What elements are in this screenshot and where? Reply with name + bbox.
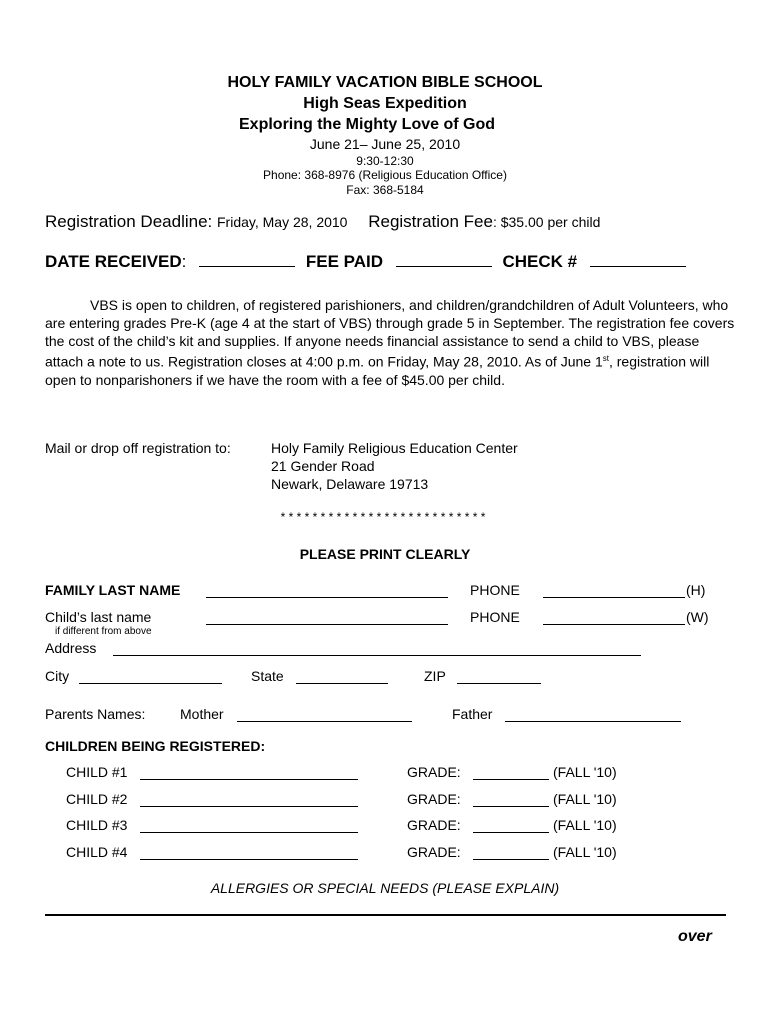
address-label: Address — [45, 640, 97, 656]
intro-text-2: , registration will open to nonparishoners if we have the room with a fee of $45.00 per child. — [45, 353, 710, 388]
check-number-field[interactable] — [590, 252, 686, 267]
date-received-field[interactable] — [199, 252, 295, 267]
child-1-grade-label: GRADE: — [407, 764, 461, 780]
program-dates: June 21– June 25, 2010 — [309, 136, 461, 152]
over-indicator: over — [678, 928, 712, 945]
child-3-name-field[interactable] — [140, 818, 358, 833]
mother-label: Mother — [180, 706, 224, 722]
date-received-label: DATE RECEIVED — [45, 252, 182, 271]
child-1-grade-field[interactable] — [473, 765, 549, 780]
print-clearly-heading: PLEASE PRINT CLEARLY — [299, 546, 471, 562]
father-field[interactable] — [505, 707, 681, 722]
fee-value: : $35.00 per child — [492, 214, 601, 230]
child-4-label: CHILD #4 — [66, 844, 128, 860]
childs-last-name-label: Child’s last name — [45, 609, 152, 625]
family-last-name-label: FAMILY LAST NAME — [45, 582, 181, 598]
program-time: 9:30-12:30 — [356, 154, 414, 168]
phone-home-field[interactable] — [543, 583, 685, 598]
mail-address-line2: 21 Gender Road — [271, 458, 375, 474]
state-field[interactable] — [296, 669, 388, 684]
registration-info — [45, 212, 600, 232]
city-field[interactable] — [79, 669, 222, 684]
child-2-grade-field[interactable] — [473, 792, 549, 807]
program-subtitle: Exploring the Mighty Love of God — [239, 116, 495, 133]
mail-label: Mail or drop off registration to: — [45, 440, 231, 456]
mother-field[interactable] — [237, 707, 412, 722]
child-4-grade-label: GRADE: — [407, 844, 461, 860]
child-1-name-field[interactable] — [140, 765, 358, 780]
program-theme: High Seas Expedition — [303, 95, 467, 112]
child-3-grade-label: GRADE: — [407, 817, 461, 833]
office-use-row: DATE RECEIVED: FEE PAID CHECK # — [45, 252, 686, 272]
mail-address-line3: Newark, Delaware 19713 — [271, 476, 429, 492]
deadline-label: Registration Deadline: — [45, 212, 213, 231]
office-phone: Phone: 368-8976 (Religious Education Office) — [263, 168, 507, 182]
child-3-grade-field[interactable] — [473, 818, 549, 833]
if-different-note: if different from above — [55, 626, 152, 637]
allergies-line[interactable] — [45, 914, 726, 916]
child-1-label: CHILD #1 — [66, 764, 128, 780]
child-4-name-field[interactable] — [140, 845, 358, 860]
child-4-grade-field[interactable] — [473, 845, 549, 860]
family-last-name-field[interactable] — [206, 583, 448, 598]
deadline-value: Friday, May 28, 2010 — [217, 214, 348, 230]
star-separator: * * * * * * * * * * * * * * * * * * * * * * * * * * — [280, 510, 486, 524]
fee-paid-field[interactable] — [396, 252, 492, 267]
address-field[interactable] — [113, 641, 641, 656]
phone-work-field[interactable] — [543, 610, 685, 625]
phone-work-label: PHONE — [470, 609, 520, 625]
mail-address-line1: Holy Family Religious Education Center — [271, 440, 518, 456]
child-2-grade-label: GRADE: — [407, 791, 461, 807]
intro-paragraph — [45, 296, 735, 389]
phone-home-label: PHONE — [470, 582, 520, 598]
zip-field[interactable] — [457, 669, 541, 684]
child-2-label: CHILD #2 — [66, 791, 128, 807]
children-heading: CHILDREN BEING REGISTERED: — [45, 738, 266, 754]
child-1-term: (FALL '10) — [553, 764, 617, 780]
intro-sup: st — [602, 354, 609, 363]
zip-label: ZIP — [424, 668, 446, 684]
phone-work-suffix: (W) — [686, 609, 709, 625]
state-label: State — [251, 668, 284, 684]
child-2-term: (FALL '10) — [553, 791, 617, 807]
fee-paid-label: FEE PAID — [305, 252, 383, 271]
child-3-label: CHILD #3 — [66, 817, 128, 833]
school-title: HOLY FAMILY VACATION BIBLE SCHOOL — [227, 74, 543, 91]
allergies-heading: ALLERGIES OR SPECIAL NEEDS (PLEASE EXPLAIN) — [210, 880, 560, 896]
office-fax: Fax: 368-5184 — [346, 183, 424, 197]
child-3-term: (FALL '10) — [553, 817, 617, 833]
intro-text-1: VBS is open to children, of registered parishioners, and children/grandchildren of Adult Volunteers, who are entering grades Pre-K (age 4 at the start of VBS) through grade 5 in September. The registration fee covers the cost of the child’s kit and supplies. If anyone needs financial assistance to send a child to VBS, please attach a note to us. Registration closes at 4:00 p.m. on Friday, May 28, 2010. As of June 1 — [45, 297, 735, 370]
phone-home-suffix: (H) — [686, 582, 706, 598]
fee-label: Registration Fee — [368, 212, 493, 231]
child-4-term: (FALL '10) — [553, 844, 617, 860]
childs-last-name-field[interactable] — [206, 610, 448, 625]
city-label: City — [45, 668, 70, 684]
check-number-label: CHECK # — [502, 252, 578, 271]
father-label: Father — [452, 706, 493, 722]
child-2-name-field[interactable] — [140, 792, 358, 807]
parents-names-label: Parents Names: — [45, 706, 146, 722]
